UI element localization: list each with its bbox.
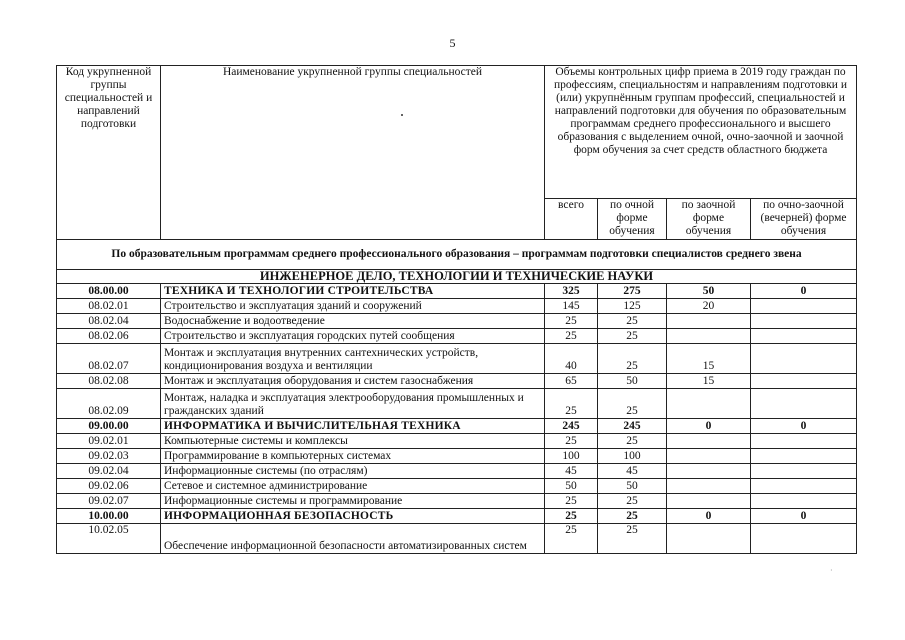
row-evening: [751, 524, 857, 554]
row-name: Монтаж и эксплуатация оборудования и систем газоснабжения: [161, 374, 545, 389]
row-fulltime: 245: [598, 419, 667, 434]
row-code: 09.02.01: [57, 434, 161, 449]
row-name: ИНФОРМАТИКА И ВЫЧИСЛИТЕЛЬНАЯ ТЕХНИКА: [161, 419, 545, 434]
row-total: 25: [545, 314, 598, 329]
row-name: Программирование в компьютерных системах: [161, 449, 545, 464]
row-fulltime: 25: [598, 509, 667, 524]
admission-quota-table: [56, 65, 857, 554]
corner-mark: ·: [830, 566, 833, 575]
row-correspondence: 50: [667, 284, 751, 299]
row-name: Водоснабжение и водоотведение: [161, 314, 545, 329]
row-code: 08.00.00: [57, 284, 161, 299]
group-row: [57, 509, 857, 524]
row-evening: [751, 389, 857, 419]
row-correspondence: 0: [667, 509, 751, 524]
row-evening: 0: [751, 509, 857, 524]
row-evening: 0: [751, 419, 857, 434]
area-title: ИНЖЕНЕРНОЕ ДЕЛО, ТЕХНОЛОГИИ И ТЕХНИЧЕСКИЕ НАУКИ: [57, 270, 857, 284]
row-evening: [751, 314, 857, 329]
table-row: [57, 329, 857, 344]
row-correspondence: [667, 494, 751, 509]
row-code: 08.02.01: [57, 299, 161, 314]
row-evening: [751, 449, 857, 464]
row-evening: [751, 464, 857, 479]
row-code: 08.02.04: [57, 314, 161, 329]
header-volume: Объемы контрольных цифр приема в 2019 году граждан по профессиям, специальностям и направлениям подготовки и (или) укрупнённым группам профессий, специальностей и направлений подготовки для обучения по образовательным программам среднего профессионального и высшего образования с выделением очной, очно-заочной и заочной форм обучения за счет средств областного бюджета: [545, 66, 857, 199]
row-total: 50: [545, 479, 598, 494]
row-fulltime: 50: [598, 374, 667, 389]
row-evening: 0: [751, 284, 857, 299]
header-total: всего: [545, 199, 598, 240]
row-code: 09.00.00: [57, 419, 161, 434]
header-name: Наименование укрупненной группы специальностей: [161, 66, 545, 240]
page-number: 5: [449, 36, 456, 50]
row-total: 65: [545, 374, 598, 389]
row-fulltime: 25: [598, 344, 667, 374]
row-correspondence: [667, 314, 751, 329]
group-row: [57, 284, 857, 299]
row-total: 25: [545, 494, 598, 509]
row-name: Сетевое и системное администрирование: [161, 479, 545, 494]
row-name: Монтаж, наладка и эксплуатация электрооборудования промышленных и гражданских зданий: [161, 389, 545, 419]
row-total: 40: [545, 344, 598, 374]
row-fulltime: 275: [598, 284, 667, 299]
row-fulltime: 25: [598, 494, 667, 509]
row-code: 10.00.00: [57, 509, 161, 524]
row-fulltime: 25: [598, 314, 667, 329]
row-correspondence: 0: [667, 419, 751, 434]
row-code: 09.02.04: [57, 464, 161, 479]
group-row: [57, 419, 857, 434]
row-correspondence: [667, 464, 751, 479]
row-fulltime: 25: [598, 329, 667, 344]
row-evening: [751, 494, 857, 509]
row-code: 09.02.06: [57, 479, 161, 494]
row-name: Обеспечение информационной безопасности автоматизированных систем: [161, 524, 545, 554]
row-evening: [751, 479, 857, 494]
row-total: 245: [545, 419, 598, 434]
row-name: Строительство и эксплуатация зданий и сооружений: [161, 299, 545, 314]
header-code: Код укрупненной группы специальностей и направлений подготовки: [57, 66, 161, 240]
row-fulltime: 125: [598, 299, 667, 314]
row-name: Информационные системы (по отраслям): [161, 464, 545, 479]
row-evening: [751, 344, 857, 374]
row-total: 25: [545, 434, 598, 449]
row-correspondence: [667, 434, 751, 449]
row-total: 325: [545, 284, 598, 299]
row-name: Монтаж и эксплуатация внутренних сантехнических устройств, кондиционирования воздуха и вентиляции: [161, 344, 545, 374]
row-name: Информационные системы и программирование: [161, 494, 545, 509]
header-fulltime: по очной форме обучения: [598, 199, 667, 240]
row-total: 25: [545, 389, 598, 419]
row-code: 08.02.06: [57, 329, 161, 344]
table-row: [57, 479, 857, 494]
row-correspondence: 15: [667, 344, 751, 374]
row-correspondence: [667, 479, 751, 494]
row-code: 09.02.03: [57, 449, 161, 464]
table-row: [57, 464, 857, 479]
row-fulltime: 25: [598, 434, 667, 449]
row-code: 09.02.07: [57, 494, 161, 509]
row-correspondence: [667, 524, 751, 554]
row-evening: [751, 299, 857, 314]
row-correspondence: [667, 389, 751, 419]
table-row: [57, 344, 857, 374]
row-evening: [751, 374, 857, 389]
header-correspondence: по заочной форме обучения: [667, 199, 751, 240]
row-code: 10.02.05: [57, 524, 161, 554]
row-correspondence: 20: [667, 299, 751, 314]
row-name: Строительство и эксплуатация городских путей сообщения: [161, 329, 545, 344]
row-total: 25: [545, 329, 598, 344]
row-name: ТЕХНИКА И ТЕХНОЛОГИИ СТРОИТЕЛЬСТВА: [161, 284, 545, 299]
table-row: [57, 299, 857, 314]
row-fulltime: 25: [598, 524, 667, 554]
row-code: 08.02.08: [57, 374, 161, 389]
row-total: 25: [545, 524, 598, 554]
row-total: 45: [545, 464, 598, 479]
row-name: ИНФОРМАЦИОННАЯ БЕЗОПАСНОСТЬ: [161, 509, 545, 524]
table-row: [57, 524, 857, 554]
row-total: 25: [545, 509, 598, 524]
row-total: 145: [545, 299, 598, 314]
table-row: [57, 374, 857, 389]
row-total: 100: [545, 449, 598, 464]
row-correspondence: 15: [667, 374, 751, 389]
row-name: Компьютерные системы и комплексы: [161, 434, 545, 449]
table-row: [57, 434, 857, 449]
row-fulltime: 50: [598, 479, 667, 494]
row-correspondence: [667, 449, 751, 464]
table-row: [57, 389, 857, 419]
row-evening: [751, 329, 857, 344]
row-correspondence: [667, 329, 751, 344]
row-code: 08.02.09: [57, 389, 161, 419]
row-fulltime: 45: [598, 464, 667, 479]
row-fulltime: 25: [598, 389, 667, 419]
header-evening: по очно-заочной (вечерней) форме обучения: [751, 199, 857, 240]
table-row: [57, 494, 857, 509]
row-evening: [751, 434, 857, 449]
row-code: 08.02.07: [57, 344, 161, 374]
row-fulltime: 100: [598, 449, 667, 464]
table-row: [57, 314, 857, 329]
section-title: По образовательным программам среднего профессионального образования – программам подготовки специалистов среднего звена: [57, 240, 857, 270]
table-row: [57, 449, 857, 464]
